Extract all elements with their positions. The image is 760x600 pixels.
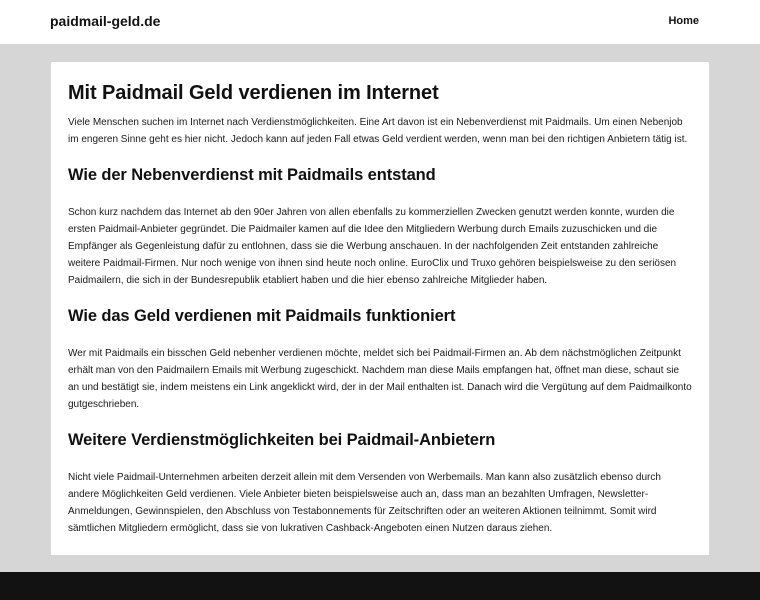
top-navbar xyxy=(0,0,760,44)
page-title: Mit Paidmail Geld verdienen im Internet xyxy=(68,82,439,104)
section-paragraph-origin: Schon kurz nachdem das Internet ab den 90er Jahren von allen ebenfalls zu kommerziellen Zwecken genutzt werden konnte, wurden die ersten Paidmail-Anbieter gegründet. Die Paidmailer kamen auf die Idee den Mitgliedern Werbung durch Emails zuzuschicken und die Empfänger als Gegenleistung dafür zu entlohnen, dass sie die Werbung anschauen. In der nachfolgenden Zeit entstanden zahlreiche weitere Paidmail-Firmen. Nur noch wenige von ihnen sind heute noch online. EuroClix und Truxo gehören beispielsweise zu den seriösen Paidmailern, die sich in der Bundesrepublik etabliert haben und die hier ebenso zahlreiche Mitglieder haben. xyxy=(68,207,677,286)
nav-home-link[interactable]: Home xyxy=(668,15,699,27)
section-heading-origin: Wie der Nebenverdienst mit Paidmails entstand xyxy=(68,166,436,184)
page-footer xyxy=(0,572,760,600)
section-heading-more-options: Weitere Verdienstmöglichkeiten bei Paidmail-Anbietern xyxy=(68,431,496,449)
section-heading-how-it-works: Wie das Geld verdienen mit Paidmails funktioniert xyxy=(68,307,456,325)
site-brand-link[interactable]: paidmail-geld.de xyxy=(50,13,161,29)
section-paragraph-how-it-works: Wer mit Paidmails ein bisschen Geld nebenher verdienen möchte, meldet sich bei Paidmail-Firmen an. Ab dem nächstmöglichen Zeitpunkt erhält man von den Paidmailern Emails mit Werbung zugeschickt. Nachdem man diese Mails empfangen hat, öffnet man diese, schaut sie an und bestätigt sie, indem meistens ein Link angeklickt wird, der in der Mail enthalten ist. Danach wird die Vergütung auf dem Paidmailkonto gutgeschrieben. xyxy=(68,348,692,410)
section-paragraph-more-options: Nicht viele Paidmail-Unternehmen arbeiten derzeit allein mit dem Versenden von Werbemails. Man kann also zusätzlich ebenso durch andere Möglichkeiten Geld verdienen. Viele Anbieter bieten beispielsweise auch an, dass man an bezahlten Umfragen, Newsletter-Anmeldungen, Gewinnspielen, den Abschluss von Testabonnements für Zeitschriften oder an weiteren Aktionen teilnimmt. Somit wird sämtlichen Mitgliedern ermöglicht, dass sie von lukrativen Cashback-Angeboten einen Nutzen daraus ziehen. xyxy=(68,472,661,534)
main-content-card xyxy=(51,62,709,555)
intro-paragraph: Viele Menschen suchen im Internet nach Verdienstmöglichkeiten. Eine Art davon ist ein Nebenverdienst mit Paidmails. Um einen Nebenjob im engeren Sinne geht es hier nicht. Jedoch kann auf jeden Fall etwas Geld verdient werden, wenn man bei den richtigen Anbietern tätig ist. xyxy=(68,117,688,145)
